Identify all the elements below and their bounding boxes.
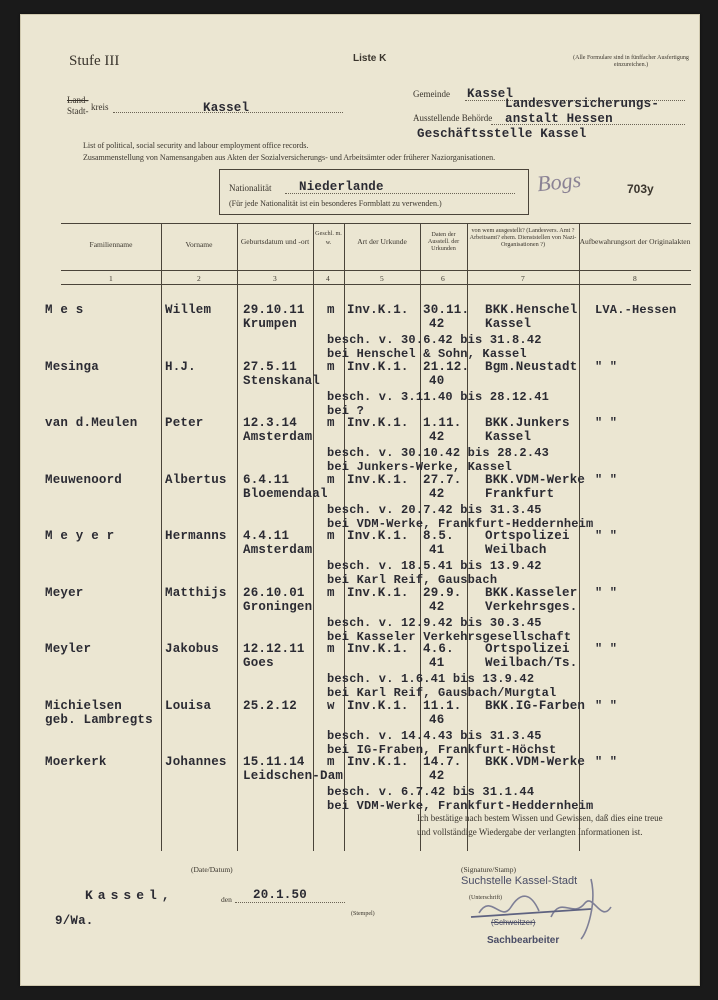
row-aussteller-ort: Frankfurt bbox=[485, 487, 555, 501]
colnum-4: 4 bbox=[326, 274, 330, 283]
row-familienname-line2: geb. Lambregts bbox=[45, 713, 153, 727]
row-aufbewahrungsort: " " bbox=[595, 529, 618, 543]
land-label: Land- bbox=[67, 95, 89, 105]
row-ausstellung-datum: 8.5. bbox=[423, 529, 454, 543]
reference-code: 9/Wa. bbox=[55, 914, 94, 928]
row-aussteller-ort: Weilbach bbox=[485, 543, 547, 557]
col-aufbewahrung: Aufbewahrungsort der Originalakten bbox=[579, 237, 691, 246]
stamp-name: (Schweitzer) bbox=[491, 918, 536, 927]
row-ausstellung-datum: 29.9. bbox=[423, 586, 462, 600]
row-geschlecht: m bbox=[327, 755, 335, 769]
row-ausstellung-datum: 27.7. bbox=[423, 473, 462, 487]
table-top-line bbox=[61, 223, 691, 224]
row-geburtsort: Leidschen-Dam bbox=[243, 769, 344, 783]
row-urkunde: Inv.K.1. bbox=[347, 473, 409, 487]
row-ausstellung-datum: 14.7. bbox=[423, 755, 462, 769]
row-aussteller-ort: Kassel bbox=[485, 430, 532, 444]
row-arbeitgeber: bei Karl Reif, Gausbach/Murgtal bbox=[327, 686, 557, 700]
row-arbeitgeber: bei ? bbox=[327, 404, 365, 418]
row-aussteller: BKK.VDM-Werke bbox=[485, 473, 586, 487]
nationality-value: Niederlande bbox=[299, 180, 384, 194]
row-aussteller-ort: Verkehrsges. bbox=[485, 600, 578, 614]
col-dauer: Daten der Ausstell. der Urkunden bbox=[427, 231, 460, 252]
row-geburtsdatum: 25.2.12 bbox=[243, 699, 297, 713]
row-geburtsdatum: 29.10.11 bbox=[243, 303, 305, 317]
row-aufbewahrungsort: " " bbox=[595, 642, 618, 656]
unterschrift-label: (Unterschrift) bbox=[469, 895, 502, 901]
kreis-value: Kassel bbox=[203, 101, 250, 115]
row-familienname: van d.Meulen bbox=[45, 416, 138, 430]
colnum-1: 1 bbox=[109, 274, 113, 283]
desc-english: List of political, social security and labour employment office records. bbox=[83, 141, 309, 150]
row-familienname: M e y e r bbox=[45, 529, 115, 543]
row-urkunde: Inv.K.1. bbox=[347, 755, 409, 769]
row-ausstellung-datum: 21.12. bbox=[423, 360, 470, 374]
row-aufbewahrungsort: " " bbox=[595, 586, 618, 600]
colnum-5: 5 bbox=[380, 274, 384, 283]
behoerde-label: Ausstellende Behörde bbox=[413, 113, 493, 123]
row-geburtsdatum: 27.5.11 bbox=[243, 360, 297, 374]
certification-text: Ich bestätige nach bestem Wissen und Gewissen, daß dies eine treue und vollständige Wiedergabe der verlangten Informationen ist. bbox=[417, 813, 663, 837]
colnum-6: 6 bbox=[441, 274, 445, 283]
den-label: den bbox=[221, 895, 232, 904]
list-label: Liste K bbox=[353, 53, 387, 64]
document-sheet bbox=[20, 14, 700, 986]
kreis-label: kreis bbox=[91, 102, 109, 112]
row-geschlecht: m bbox=[327, 360, 335, 374]
row-urkunde: Inv.K.1. bbox=[347, 586, 409, 600]
row-aussteller: Ortspolizei bbox=[485, 529, 570, 543]
signature-label: (Signature/Stamp) bbox=[461, 865, 516, 874]
row-vorname: Louisa bbox=[165, 699, 212, 713]
col-geschl: Geschl. m. w. bbox=[315, 230, 342, 246]
row-beschaeftigung: besch. v. 20.7.42 bis 31.3.45 bbox=[327, 503, 542, 517]
row-aussteller: BKK.Henschel bbox=[485, 303, 578, 317]
row-aufbewahrungsort: " " bbox=[595, 699, 618, 713]
row-ausstellung-datum: 11.1. bbox=[423, 699, 462, 713]
table-number-line bbox=[61, 284, 691, 285]
row-vorname: Jakobus bbox=[165, 642, 219, 656]
col-geburt: Geburtsdatum und -ort bbox=[240, 237, 310, 246]
gemeinde-label: Gemeinde bbox=[413, 89, 450, 99]
row-vorname: Johannes bbox=[165, 755, 227, 769]
behoerde-line1: Landesversicherungs- bbox=[505, 97, 660, 111]
row-aufbewahrungsort: LVA.-Hessen bbox=[595, 303, 677, 317]
table-header-line bbox=[61, 270, 691, 271]
stamp-office: Suchstelle Kassel-Stadt bbox=[461, 875, 578, 887]
row-arbeitgeber: bei IG-Fraben, Frankfurt-Höchst bbox=[327, 743, 557, 757]
row-ausstellung-datum: 1.11. bbox=[423, 416, 462, 430]
row-aussteller: Ortspolizei bbox=[485, 642, 570, 656]
row-familienname: Meuwenoord bbox=[45, 473, 123, 487]
stadt-label: Stadt- bbox=[67, 106, 89, 116]
row-geschlecht: m bbox=[327, 416, 335, 430]
row-geburtsort: Groningen bbox=[243, 600, 313, 614]
gemeinde-value: Kassel bbox=[467, 87, 514, 101]
row-beschaeftigung: besch. v. 30.10.42 bis 28.2.43 bbox=[327, 446, 550, 460]
row-ausstellung-jahr: 40 bbox=[429, 374, 445, 388]
row-geburtsort: Stenskanal bbox=[243, 374, 321, 388]
row-urkunde: Inv.K.1. bbox=[347, 360, 409, 374]
row-geburtsort: Krumpen bbox=[243, 317, 297, 331]
colnum-8: 8 bbox=[633, 274, 637, 283]
row-geschlecht: m bbox=[327, 473, 335, 487]
row-ausstellung-jahr: 42 bbox=[429, 769, 445, 783]
behoerde-line2: anstalt Hessen bbox=[505, 112, 613, 126]
row-familienname: M e s bbox=[45, 303, 84, 317]
row-geburtsort: Amsterdam bbox=[243, 430, 313, 444]
row-vorname: Matthijs bbox=[165, 586, 227, 600]
nationality-label: Nationalität bbox=[229, 183, 272, 193]
row-urkunde: Inv.K.1. bbox=[347, 529, 409, 543]
row-arbeitgeber: bei VDM-Werke, Frankfurt-Heddernheim bbox=[327, 517, 594, 531]
row-aussteller: BKK.IG-Farben bbox=[485, 699, 586, 713]
row-geburtsort: Bloemendaal bbox=[243, 487, 328, 501]
row-geschlecht: m bbox=[327, 303, 335, 317]
row-aufbewahrungsort: " " bbox=[595, 416, 618, 430]
row-aussteller-ort: Weilbach/Ts. bbox=[485, 656, 578, 670]
row-geburtsort: Goes bbox=[243, 656, 274, 670]
row-beschaeftigung: besch. v. 12.9.42 bis 30.3.45 bbox=[327, 616, 542, 630]
stempel-label: (Stempel) bbox=[351, 911, 375, 917]
row-geburtsort: Amsterdam bbox=[243, 543, 313, 557]
row-geburtsdatum: 26.10.01 bbox=[243, 586, 305, 600]
row-aufbewahrungsort: " " bbox=[595, 473, 618, 487]
row-geschlecht: m bbox=[327, 529, 335, 543]
row-ausstellung-jahr: 42 bbox=[429, 600, 445, 614]
row-geburtsdatum: 12.12.11 bbox=[243, 642, 305, 656]
row-geschlecht: w bbox=[327, 699, 335, 713]
row-geburtsdatum: 15.11.14 bbox=[243, 755, 305, 769]
desc-german: Zusammenstellung von Namensangaben aus Akten der Sozialversicherungs- und Arbeitsämter oder früherer Naziorganisationen. bbox=[83, 153, 496, 162]
row-ausstellung-jahr: 46 bbox=[429, 713, 445, 727]
colnum-3: 3 bbox=[273, 274, 277, 283]
date-label: (Date/Datum) bbox=[191, 865, 233, 874]
place-value: Kassel, bbox=[85, 888, 175, 903]
row-vorname: H.J. bbox=[165, 360, 196, 374]
row-aussteller: Bgm.Neustadt bbox=[485, 360, 578, 374]
handwritten-mark: Bogs bbox=[535, 166, 583, 197]
row-vorname: Peter bbox=[165, 416, 204, 430]
row-beschaeftigung: besch. v. 18.5.41 bis 13.9.42 bbox=[327, 559, 542, 573]
row-beschaeftigung: besch. v. 6.7.42 bis 31.1.44 bbox=[327, 785, 535, 799]
row-familienname: Meyer bbox=[45, 586, 84, 600]
row-geburtsdatum: 12.3.14 bbox=[243, 416, 297, 430]
handwritten-signature bbox=[461, 873, 641, 943]
row-aussteller: BKK.Junkers bbox=[485, 416, 570, 430]
row-ausstellung-datum: 30.11. bbox=[423, 303, 470, 317]
row-urkunde: Inv.K.1. bbox=[347, 416, 409, 430]
row-geschlecht: m bbox=[327, 642, 335, 656]
row-urkunde: Inv.K.1. bbox=[347, 642, 409, 656]
row-geburtsdatum: 6.4.11 bbox=[243, 473, 290, 487]
col-urkunde: Art der Urkunde bbox=[357, 237, 407, 246]
col-vorname: Vorname bbox=[185, 240, 213, 249]
row-ausstellung-jahr: 42 bbox=[429, 487, 445, 501]
date-dotline bbox=[235, 902, 345, 903]
row-familienname: Moerkerk bbox=[45, 755, 107, 769]
row-geburtsdatum: 4.4.11 bbox=[243, 529, 290, 543]
date-value: 20.1.50 bbox=[253, 888, 307, 902]
stufe-label: Stufe III bbox=[69, 53, 120, 69]
nationality-note: (Für jede Nationalität ist ein besonderes Formblatt zu verwenden.) bbox=[229, 199, 442, 208]
row-arbeitgeber: bei VDM-Werke, Frankfurt-Heddernheim bbox=[327, 799, 594, 813]
row-beschaeftigung: besch. v. 3.11.40 bis 28.12.41 bbox=[327, 390, 550, 404]
col-familienname: Familienname bbox=[89, 240, 133, 249]
row-familienname: Meyler bbox=[45, 642, 92, 656]
row-ausstellung-jahr: 42 bbox=[429, 317, 445, 331]
row-beschaeftigung: besch. v. 14.4.43 bis 31.3.45 bbox=[327, 729, 542, 743]
row-arbeitgeber: bei Kasseler Verkehrsgesellschaft bbox=[327, 630, 572, 644]
row-familienname: Michielsen bbox=[45, 699, 123, 713]
row-vorname: Hermanns bbox=[165, 529, 227, 543]
colnum-7: 7 bbox=[521, 274, 525, 283]
row-ausstellung-jahr: 41 bbox=[429, 656, 445, 670]
document-number: 703y bbox=[627, 182, 654, 196]
col-ausgestellt: von wem ausgestellt? (Landesvers. Amt ? Arbeitsamt? ehem. Dienststellen von Nazi-Organisationen ?) bbox=[469, 227, 577, 248]
row-urkunde: Inv.K.1. bbox=[347, 699, 409, 713]
row-urkunde: Inv.K.1. bbox=[347, 303, 409, 317]
row-ausstellung-jahr: 42 bbox=[429, 430, 445, 444]
row-ausstellung-jahr: 41 bbox=[429, 543, 445, 557]
row-aufbewahrungsort: " " bbox=[595, 360, 618, 374]
row-vorname: Albertus bbox=[165, 473, 227, 487]
row-ausstellung-datum: 4.6. bbox=[423, 642, 454, 656]
row-geschlecht: m bbox=[327, 586, 335, 600]
row-aussteller-ort: Kassel bbox=[485, 317, 532, 331]
row-beschaeftigung: besch. v. 30.6.42 bis 31.8.42 bbox=[327, 333, 542, 347]
row-aufbewahrungsort: " " bbox=[595, 755, 618, 769]
row-aussteller: BKK.VDM-Werke bbox=[485, 755, 586, 769]
behoerde-line3: Geschäftsstelle Kassel bbox=[417, 127, 587, 141]
stamp-role: Sachbearbeiter bbox=[487, 935, 560, 946]
row-vorname: Willem bbox=[165, 303, 212, 317]
row-arbeitgeber: bei Henschel & Sohn, Kassel bbox=[327, 347, 527, 361]
row-familienname: Mesinga bbox=[45, 360, 99, 374]
colnum-2: 2 bbox=[197, 274, 201, 283]
row-beschaeftigung: besch. v. 1.6.41 bis 13.9.42 bbox=[327, 672, 535, 686]
row-aussteller: BKK.Kasseler bbox=[485, 586, 578, 600]
note-top-right: (Alle Formulare sind in fünffacher Ausfertigung einzureichen.) bbox=[573, 55, 689, 68]
row-arbeitgeber: bei Junkers-Werke, Kassel bbox=[327, 460, 513, 474]
row-arbeitgeber: bei Karl Reif, Gausbach bbox=[327, 573, 498, 587]
